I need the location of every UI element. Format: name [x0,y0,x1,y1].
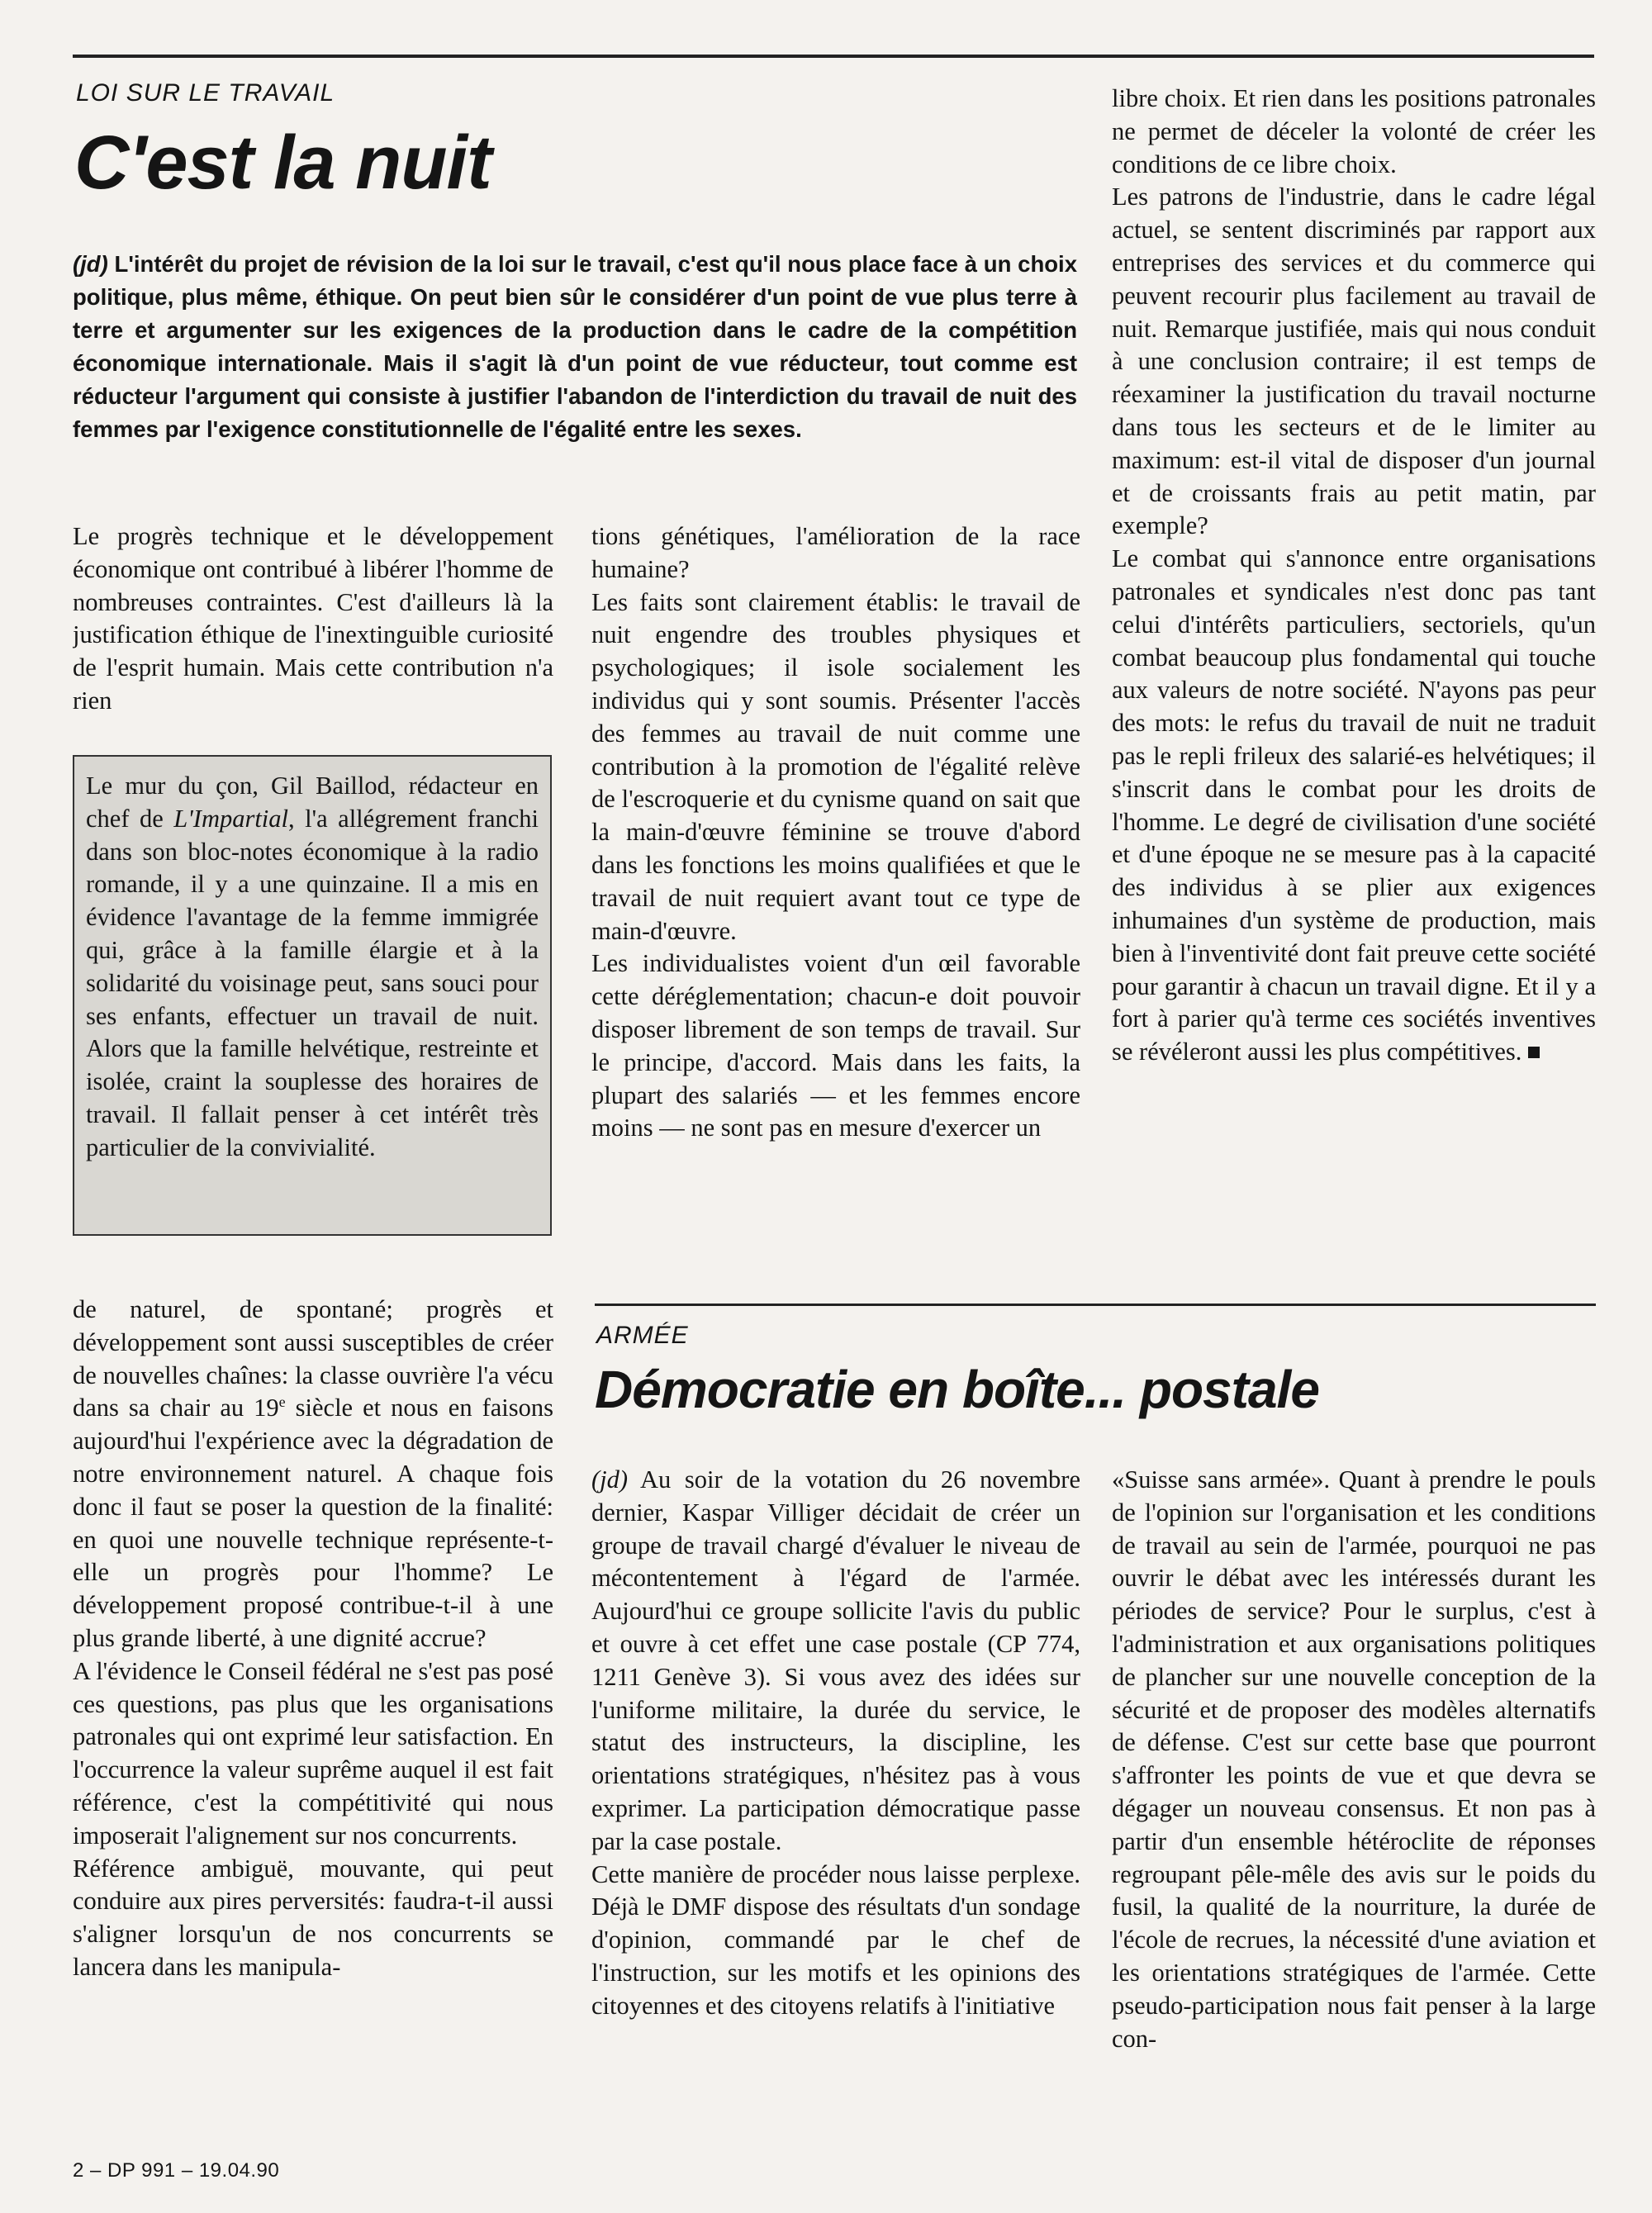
paragraph: Les individualistes voient d'un œil favorable cette déréglementation; chacun-e doit pouvoir disposer librement de son temps de travail. Sur le principe, d'accord. Mais dans les faits, la plupart des salariés — et les femmes encore moins — ne sont pas en mesure d'exercer un [591,949,1080,1142]
paragraph: Les faits sont clairement établis: le travail de nuit engendre des troubles physiques et psychologiques; il isole socialement les individus qui y sont soumis. Présenter l'accès des femmes au travail de nuit comme une contribution à la promotion de l'égalité relève de l'escroquerie et du cynisme quand on sait que la main-d'œuvre féminine se trouve d'abord dans les fonctions les moins qualifiées et que le travail de nuit requiert avant tout ce type de main-d'œuvre. [591,587,1080,945]
author-tag: (jd) [591,1465,629,1494]
paragraph [1112,543,1596,1069]
paragraph: Cette manière de procéder nous laisse perplexe. Déjà le DMF dispose des résultats d'un sondage d'opinion, commandé par le chef de l'instruction, sur les motifs et les opinions des citoyennes et des citoyens relatifs à l'initiative [591,1859,1080,2020]
article1-col1-top [73,520,553,727]
end-mark-icon [1528,1047,1540,1058]
section-rule [595,1304,1596,1306]
publication-name: L'Impartial [173,804,289,833]
article1-col1-bottom [73,1294,553,2136]
article1-col3 [1112,83,1596,1272]
paragraph: «Suisse sans armée». Quant à prendre le pouls de l'opinion sur l'organisation et les conditions de travail au sein de l'armée, pourquoi ne pas ouvrir le débat avec les intéressés durant les périodes de service? Pour le surplus, c'est à l'administration et aux organisations politiques de plancher sur une nouvelle conception de la sécurité et de proposer des modèles alternatifs de défense. C'est sur cette base que pourront s'affronter les points de vue et que devra se dégager un nouveau consensus. Et non pas à partir d'un ensemble hétéroclite de réponses regroupant pêle-mêle des avis sur le poids du fusil, la qualité de la nourriture, la durée de l'école de recrues, la nécessité d'une aviation et les orientations stratégiques de l'armée. Cette pseudo-participation nous fait penser à la large con- [1112,1465,1596,2053]
paragraph-text: Le combat qui s'annonce entre organisations patronales et syndicales n'est donc pas tant celui d'intérêts particuliers, sectoriels, qu'un combat beaucoup plus fondamental qui touche aux valeurs de notre société. N'ayons pas peur des mots: le refus du travail de nuit ne traduit pas le repli frileux des salarié-es helvétiques; il s'inscrit dans le combat pour les droits de l'homme. Le degré de civilisation d'une société et d'une époque ne se mesure pas à la capacité des individus à se plier aux exigences inhumaines d'un système de production, mais bien à l'inventivité dont fait preuve cette société pour garantir à chacun un travail digne. Et il y a fort à parier qu'à terme ces sociétés inventives se révéleront aussi les plus compétitives. [1112,544,1596,1066]
article1-col2 [591,520,1080,1264]
article2-title: Démocratie en boîte... postale [595,1360,1319,1419]
article2-col2 [591,1464,1080,2136]
article1-lede-text: L'intérêt du projet de révision de la loi sur le travail, c'est qu'il nous place face à un choix politique, plus même, éthique. On peut bien sûr le considérer d'un point de vue plus terre à terre et argumenter sur les exigences de la production dans le cadre de la compétition économique internationale. Mais il s'agit là d'un point de vue réducteur, tout comme est réducteur l'argument qui consiste à justifier l'abandon de l'interdiction du travail de nuit des femmes par l'exigence constitutionnelle de l'égalité entre les sexes. [73,251,1077,442]
article1-lede [73,248,1077,446]
paragraph-part: siècle et nous en faisons aujourd'hui l'expérience avec la dégradation de notre environnement naturel. A chaque fois donc il faut se poser la question de la finalité: en quoi une nouvelle technique représente-t-elle un progrès pour l'homme? Le développement proposé contribue-t-il à une plus grande liberté, à une dignité accrue? [73,1394,553,1652]
superscript: e [278,1394,286,1411]
sidebar-box [73,755,552,1236]
article1-title: C'est la nuit [74,121,491,205]
top-rule [73,55,1594,58]
article1-lede-tag: (jd) [73,251,108,277]
article1-kicker: LOI SUR LE TRAVAIL [76,79,335,107]
paragraph-part: de naturel, de spontané; progrès et développement sont aussi susceptibles de créer de nouvelles chaînes: la classe ouvrière l'a vécu dans sa chair au 19 [73,1295,553,1422]
paragraph: Le progrès technique et le développement économique ont contribué à libérer l'homme de nombreuses contraintes. C'est d'ailleurs là la justification éthique de l'inextinguible curiosité de l'esprit humain. Mais cette contribution n'a rien [73,522,553,715]
article2-col3 [1112,1464,1596,2136]
paragraph: tions génétiques, l'amélioration de la race humaine? [591,522,1080,583]
paragraph: Référence ambiguë, mouvante, qui peut conduire aux pires perversités: faudra-t-il aussi s'aligner lorsqu'un de nos concurrents se lancera dans les manipula- [73,1854,553,1981]
page-footer: 2 – DP 991 – 19.04.90 [73,2159,280,2182]
paragraph [73,1294,553,1655]
sidebar-text-part: Le mur du çon, Gil Baillod, rédacteur en chef de [86,772,539,833]
sidebar-text-part: , l'a allégrement franchi dans son bloc-notes économique à la radio romande, il y a une quinzaine. Il a mis en évidence l'avantage de la femme immigrée qui, grâce à la famille élargie et à la solidarité du voisinage peut, sans souci pour ses enfants, effectuer un travail de nuit. Alors que la famille helvétique, restreinte et isolée, craint la souplesse des horaires de travail. Il fallait penser à cet intérêt très particulier de la convivialité. [86,804,539,1161]
paragraph: libre choix. Et rien dans les positions patronales ne permet de déceler la volonté de créer les conditions de ce libre choix. [1112,84,1596,178]
paragraph: Les patrons de l'industrie, dans le cadre légal actuel, se sentent discriminés par rapport aux entreprises des services et du commerce qui peuvent recourir plus facilement au travail de nuit. Remarque justifiée, mais qui nous conduit à une conclusion contraire; il est temps de réexaminer la justification du travail nocturne dans tous les secteurs et de le limiter au maximum: est-il vital de disposer d'un journal et de croissants frais au petit matin, par exemple? [1112,183,1596,540]
article2-kicker: ARMÉE [596,1322,689,1349]
paragraph: A l'évidence le Conseil fédéral ne s'est pas posé ces questions, pas plus que les organisations patronales qui ont exprimé leur satisfaction. En l'occurrence la valeur suprême auquel il est fait référence, c'est la compétitivité qui nous imposerait l'alignement sur nos concurrents. [73,1656,553,1850]
paragraph-text: Au soir de la votation du 26 novembre dernier, Kaspar Villiger décidait de créer un groupe de travail chargé d'évaluer le niveau de mécontentement à l'égard de l'armée. Aujourd'hui ce groupe sollicite l'avis du public et ouvre à cet effet une case postale (CP 774, 1211 Genève 3). Si vous avez des idées sur l'uniforme militaire, la durée du service, le statut des instructeurs, la discipline, les orientations stratégiques, n'hésitez pas à vous exprimer. La participation démocratique passe par la case postale. [591,1465,1080,1855]
paragraph [591,1464,1080,1859]
sidebar-text [86,770,539,1165]
